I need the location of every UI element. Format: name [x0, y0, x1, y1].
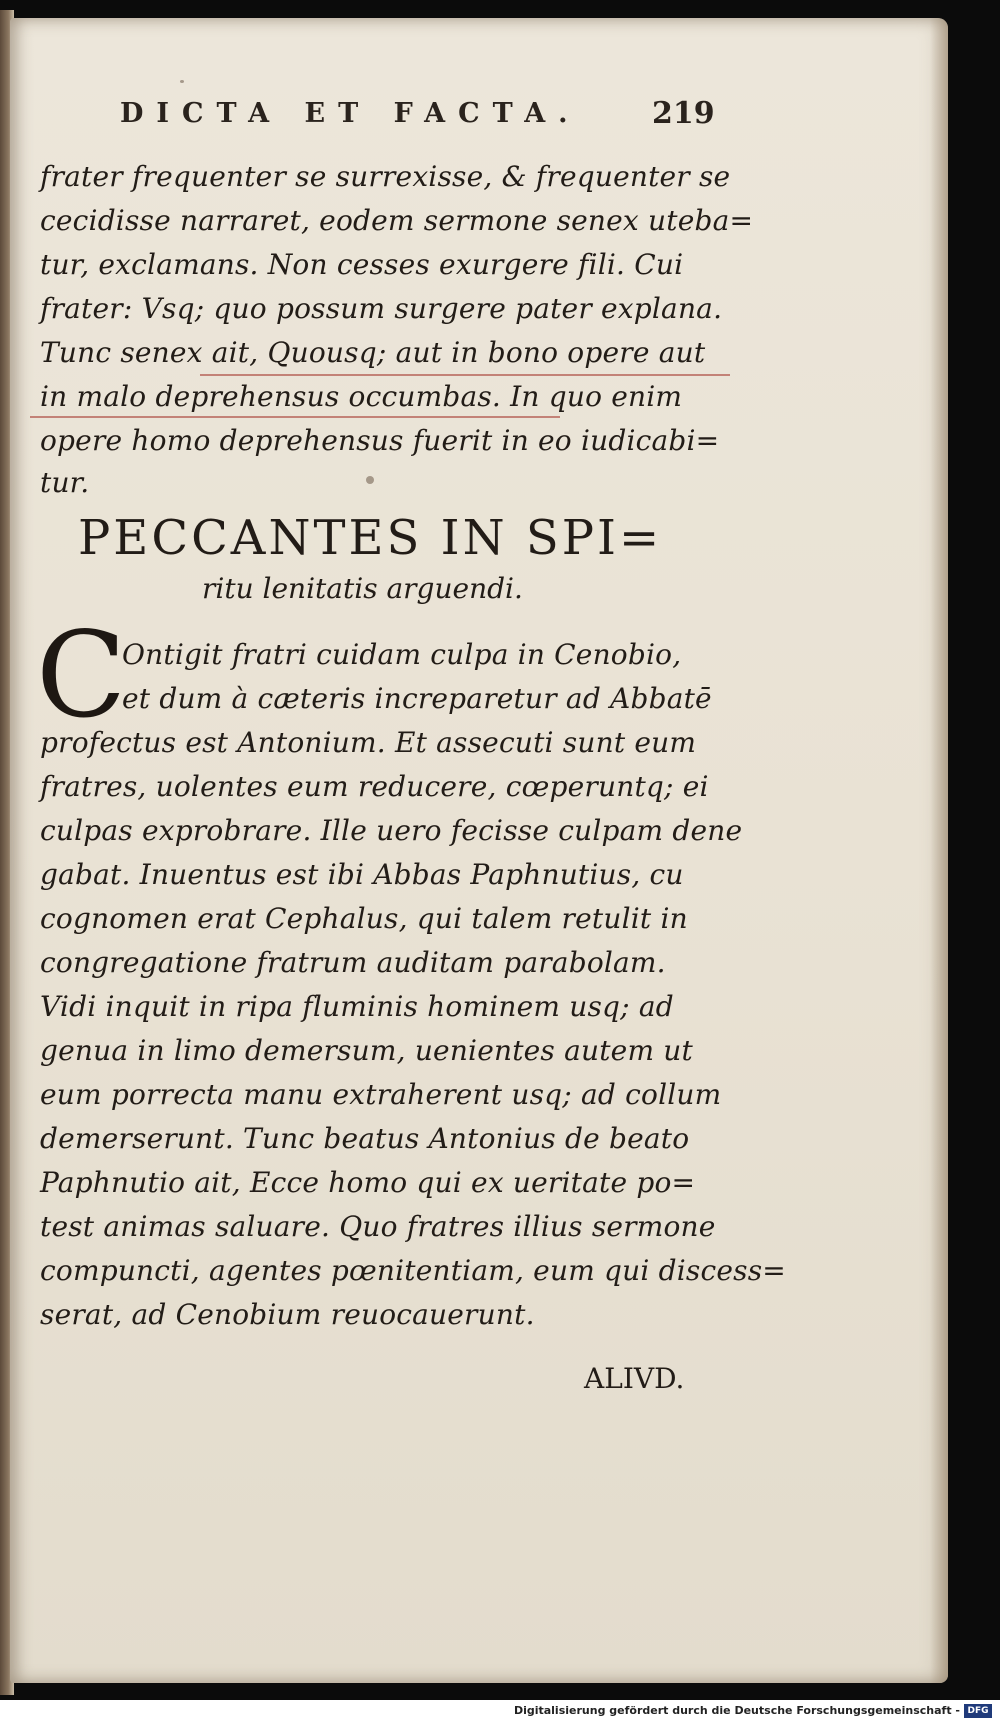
text-line: Vidi inquit in ripa fluminis hominem usq; ad	[40, 990, 674, 1023]
text-line: tur.	[40, 466, 90, 499]
text-line: eum porrecta manu extraherent usq; ad collum	[40, 1078, 722, 1111]
text-line: in malo deprehensus occumbas. In quo enim	[40, 380, 683, 413]
text-line: genua in limo demersum, uenientes autem ut	[40, 1034, 693, 1067]
text-line: opere homo deprehensus fuerit in eo iudicabi=	[40, 424, 720, 457]
text-line: fratres, uolentes eum reducere, cœperuntq; ei	[40, 770, 709, 803]
text-line: culpas exprobrare. Ille uero fecisse culpam dene	[40, 814, 743, 847]
text-line: cognomen erat Cephalus, qui talem retulit in	[40, 902, 688, 935]
text-line: profectus est Antonium. Et assecuti sunt eum	[40, 726, 697, 759]
digitization-credit: Digitalisierung gefördert durch die Deutsche Forschungsgemeinschaft -	[513, 1704, 960, 1717]
text-line: demerserunt. Tunc beatus Antonius de beato	[40, 1122, 690, 1155]
running-head: DICTA ET FACTA.	[120, 98, 581, 129]
paper-speck	[366, 476, 374, 484]
text-line: frater: Vsq; quo possum surgere pater explana.	[40, 292, 723, 325]
text-line: Paphnutio ait, Ecce homo qui ex ueritate po=	[40, 1166, 696, 1199]
section-heading: PECCANTES IN SPI=	[78, 510, 663, 566]
text-line: et dum à cæteris increparetur ad Abbatē	[122, 682, 712, 715]
ink-underline	[200, 374, 730, 376]
text-line: cecidisse narraret, eodem sermone senex uteba=	[40, 204, 754, 237]
text-line: frater frequenter se surrexisse, & frequenter se	[40, 160, 731, 193]
text-line: gabat. Inuentus est ibi Abbas Paphnutius, cu	[40, 858, 684, 891]
page-number: 219	[652, 96, 715, 131]
ink-underline	[30, 416, 560, 418]
page-fore-edge-shadow	[930, 18, 948, 1683]
text-line: Ontigit fratri cuidam culpa in Cenobio,	[122, 638, 682, 671]
text-line: Tunc senex ait, Quousq; aut in bono opere aut	[40, 336, 706, 369]
dfg-logo: DFG	[964, 1704, 992, 1718]
text-line: compuncti, agentes pœnitentiam, eum qui discess=	[40, 1254, 786, 1287]
text-line: congregatione fratrum auditam parabolam.	[40, 946, 666, 979]
text-line: serat, ad Cenobium reuocauerunt.	[40, 1298, 535, 1331]
next-section-catchword: ALIVD.	[584, 1362, 685, 1395]
section-subheading: ritu lenitatis arguendi.	[202, 572, 523, 605]
text-line: test animas saluare. Quo fratres illius sermone	[40, 1210, 716, 1243]
drop-cap: C	[36, 606, 127, 744]
paper-speck	[180, 80, 184, 83]
text-line: tur, exclamans. Non cesses exurgere fili. Cui	[40, 248, 684, 281]
